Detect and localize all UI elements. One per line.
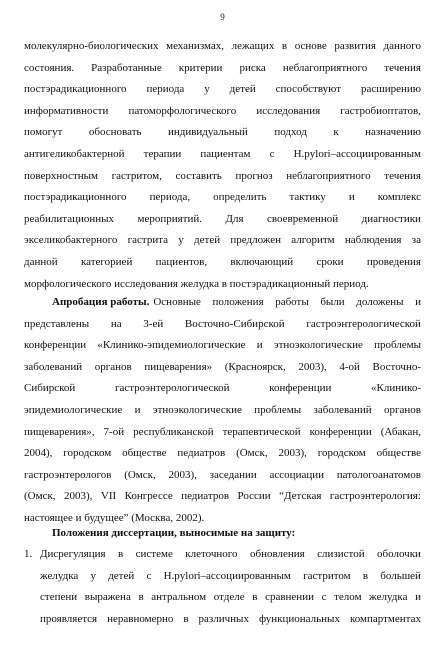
approbation-heading: Апробация работы.: [52, 296, 150, 308]
text-line: гастроэнтерологов (Омск, 2003), заседании ассоциации патологоанатомов: [24, 468, 421, 481]
text-line: постэрадикационного периода, определить тактику и комплекс: [24, 191, 421, 204]
text-line: заболеваний органов пищеварения» (Красноярск, 2003), 4-ой Восточно-: [24, 360, 421, 373]
text-line: эпидемиологические и этноэкологические проблемы заболеваний органов: [24, 403, 421, 416]
page-number: 9: [220, 12, 225, 22]
paragraph-significance: [24, 36, 421, 295]
approbation-body: [24, 314, 421, 530]
text-line: состояния. Разработанные критерии риска неблагоприятного течения: [24, 61, 421, 74]
text-line: постэрадикационного периода у детей способствуют расширению: [24, 83, 421, 96]
text-line: молекулярно-биологических механизмах, лежащих в основе развития данного: [24, 40, 421, 52]
text-line: пищеварения», 7-ой республиканской терапевтической конференции (Абакан,: [24, 425, 421, 438]
list-item-text: [40, 544, 421, 630]
list-item-number: 1.: [24, 548, 33, 560]
text-line: антигеликобактерной терапии пациентам с H.pylori–ассоциированным: [24, 147, 421, 160]
text-line: реабилитационных мероприятий. Для своевременной диагностики: [24, 212, 421, 225]
text-line: настоящее и будущее” (Москва, 2002).: [24, 511, 205, 524]
text-line: данной категорией пациентов, включающий сроки проведения: [24, 255, 421, 268]
text-line: Сибирской гастроэнтерологической конференции «Клинико-: [24, 382, 421, 395]
text-line: морфологического исследования желудка в постэрадикационный период.: [24, 277, 369, 290]
approbation-first-line: [24, 292, 421, 314]
text-line: информативности патоморфологического исследования гастробиоптатов,: [24, 104, 421, 117]
section-heading: Положения диссертации, выносимые на защиту:: [52, 527, 296, 539]
text-line: 2004), городском обществе педиатров (Омск, 2003), городском обществе: [24, 447, 421, 460]
text-line: экселикобактерного гастрита у детей предложен алгоритм наблюдения за: [24, 234, 421, 247]
paragraph-approbation: [24, 292, 421, 530]
text-line: поверхностным гастритом, составить прогноз неблагоприятного течения: [24, 169, 421, 182]
approbation-first-line-text: Основные положения работы были доложены и: [153, 296, 421, 308]
text-line: степени выражена в антральном отделе в сравнении с телом желудка и: [40, 591, 421, 604]
text-line: представлены на 3-ей Восточно-Сибирской гастроэнтерологической: [24, 317, 421, 330]
text-line: Дисрегуляция в системе клеточного обновления слизистой оболочки: [40, 548, 421, 560]
text-line: проявляется неравномерно в различных функциональных компартментах: [40, 612, 421, 625]
section-heading-block: [24, 523, 421, 545]
text-line: желудка у детей с H.pylori–ассоциированным гастритом в большей: [40, 569, 421, 582]
text-line: помогут обосновать индивидуальный подход к назначению: [24, 126, 421, 139]
text-line: (Омск, 2003), VII Конгрессе педиатров России “Детская гастроэнтерология:: [24, 490, 421, 503]
text-line: конференции «Клинико-эпидемиологические и этноэкологические проблемы: [24, 339, 421, 352]
